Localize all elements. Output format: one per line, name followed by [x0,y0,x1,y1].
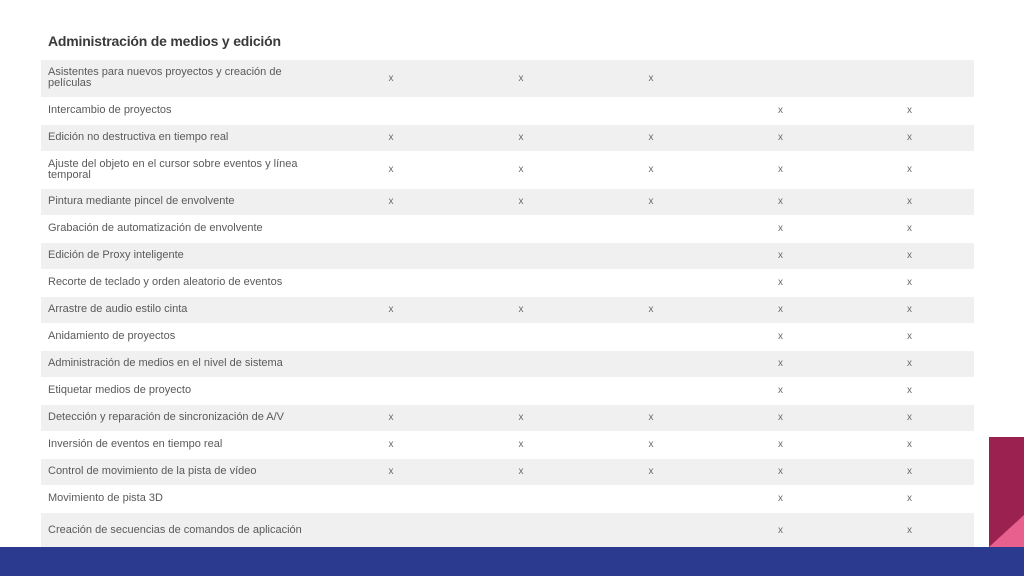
bottom-footer-bar [0,547,1024,576]
feature-mark-col-2 [456,512,586,549]
feature-mark-col-1: x [326,458,456,485]
feature-mark-col-4: x [716,242,845,269]
feature-mark-col-5: x [845,124,974,151]
feature-mark-col-3 [586,512,716,549]
feature-mark-col-5: x [845,485,974,512]
feature-mark-col-2 [456,350,586,377]
table-row [41,485,974,512]
feature-mark-col-4: x [716,269,845,296]
feature-mark-col-2 [456,323,586,350]
feature-mark-col-5: x [845,296,974,323]
feature-mark-col-2: x [456,296,586,323]
table-row [41,242,974,269]
table-row [41,215,974,242]
feature-mark-col-3: x [586,151,716,188]
feature-mark-col-2 [456,485,586,512]
feature-name: Administración de medios en el nivel de sistema [41,350,326,377]
feature-mark-col-5: x [845,188,974,215]
feature-mark-col-2: x [456,404,586,431]
feature-mark-col-1 [326,485,456,512]
feature-mark-col-2: x [456,431,586,458]
feature-mark-col-1: x [326,296,456,323]
table-row [41,323,974,350]
feature-mark-col-3: x [586,60,716,97]
feature-mark-col-5: x [845,151,974,188]
table-row [41,350,974,377]
feature-mark-col-3 [586,215,716,242]
feature-name: Movimiento de pista 3D [41,485,326,512]
feature-mark-col-4: x [716,97,845,124]
feature-mark-col-1 [326,215,456,242]
feature-mark-col-4: x [716,215,845,242]
feature-name: Edición de Proxy inteligente [41,242,326,269]
feature-mark-col-2 [456,269,586,296]
feature-mark-col-1: x [326,60,456,97]
feature-mark-col-3: x [586,188,716,215]
feature-mark-col-1 [326,350,456,377]
feature-mark-col-4: x [716,512,845,549]
feature-mark-col-2: x [456,60,586,97]
table-row [41,60,974,97]
table-row [41,458,974,485]
feature-mark-col-4: x [716,350,845,377]
feature-name: Intercambio de proyectos [41,97,326,124]
feature-mark-col-1 [326,242,456,269]
table-row [41,296,974,323]
feature-mark-col-1 [326,269,456,296]
feature-mark-col-3: x [586,296,716,323]
feature-mark-col-3: x [586,431,716,458]
feature-mark-col-5: x [845,404,974,431]
feature-mark-col-2: x [456,124,586,151]
feature-mark-col-2 [456,97,586,124]
feature-mark-col-4: x [716,431,845,458]
table-row [41,188,974,215]
table-row [41,269,974,296]
feature-mark-col-2: x [456,188,586,215]
feature-mark-col-4: x [716,377,845,404]
feature-mark-col-3 [586,485,716,512]
feature-mark-col-3: x [586,404,716,431]
feature-mark-col-4: x [716,485,845,512]
feature-name: Recorte de teclado y orden aleatorio de eventos [41,269,326,296]
feature-mark-col-2: x [456,151,586,188]
feature-mark-col-5: x [845,431,974,458]
feature-mark-col-5: x [845,458,974,485]
feature-name: Ajuste del objeto en el cursor sobre eventos y línea temporal [41,151,326,188]
feature-mark-col-1 [326,323,456,350]
feature-mark-col-2: x [456,458,586,485]
feature-mark-col-4: x [716,404,845,431]
feature-mark-col-1: x [326,404,456,431]
feature-name: Control de movimiento de la pista de vídeo [41,458,326,485]
feature-mark-col-1: x [326,431,456,458]
feature-mark-col-5: x [845,512,974,549]
feature-mark-col-3 [586,377,716,404]
feature-mark-col-1 [326,97,456,124]
feature-mark-col-4: x [716,458,845,485]
feature-name: Creación de secuencias de comandos de aplicación [41,512,326,549]
feature-name: Anidamiento de proyectos [41,323,326,350]
feature-comparison-table [41,60,974,550]
table-row [41,431,974,458]
feature-name: Pintura mediante pincel de envolvente [41,188,326,215]
feature-mark-col-3: x [586,124,716,151]
feature-mark-col-1 [326,377,456,404]
feature-name: Inversión de eventos en tiempo real [41,431,326,458]
feature-mark-col-2 [456,377,586,404]
feature-mark-col-1 [326,512,456,549]
feature-mark-col-3 [586,269,716,296]
feature-mark-col-4: x [716,151,845,188]
feature-mark-col-3: x [586,458,716,485]
feature-mark-col-3 [586,97,716,124]
feature-mark-col-4 [716,60,845,97]
feature-mark-col-1: x [326,188,456,215]
table-row [41,512,974,549]
feature-name: Edición no destructiva en tiempo real [41,124,326,151]
table-row [41,377,974,404]
table-row [41,404,974,431]
feature-name: Detección y reparación de sincronización de A/V [41,404,326,431]
table-row [41,97,974,124]
feature-mark-col-5: x [845,97,974,124]
feature-mark-col-3 [586,350,716,377]
feature-mark-col-4: x [716,296,845,323]
feature-mark-col-5: x [845,242,974,269]
feature-mark-col-4: x [716,323,845,350]
feature-name: Asistentes para nuevos proyectos y creación de películas [41,60,326,97]
feature-mark-col-5: x [845,350,974,377]
feature-mark-col-5: x [845,323,974,350]
feature-mark-col-1: x [326,151,456,188]
corner-accent-triangle [989,515,1024,547]
feature-mark-col-5: x [845,377,974,404]
section-title: Administración de medios y edición [48,33,281,49]
table-row [41,151,974,188]
feature-name: Grabación de automatización de envolvente [41,215,326,242]
feature-mark-col-5: x [845,269,974,296]
feature-mark-col-3 [586,323,716,350]
feature-mark-col-4: x [716,124,845,151]
feature-mark-col-3 [586,242,716,269]
feature-mark-col-5: x [845,215,974,242]
feature-name: Etiquetar medios de proyecto [41,377,326,404]
feature-mark-col-4: x [716,188,845,215]
feature-mark-col-5 [845,60,974,97]
table-row [41,124,974,151]
feature-mark-col-2 [456,215,586,242]
feature-name: Arrastre de audio estilo cinta [41,296,326,323]
feature-mark-col-2 [456,242,586,269]
feature-mark-col-1: x [326,124,456,151]
